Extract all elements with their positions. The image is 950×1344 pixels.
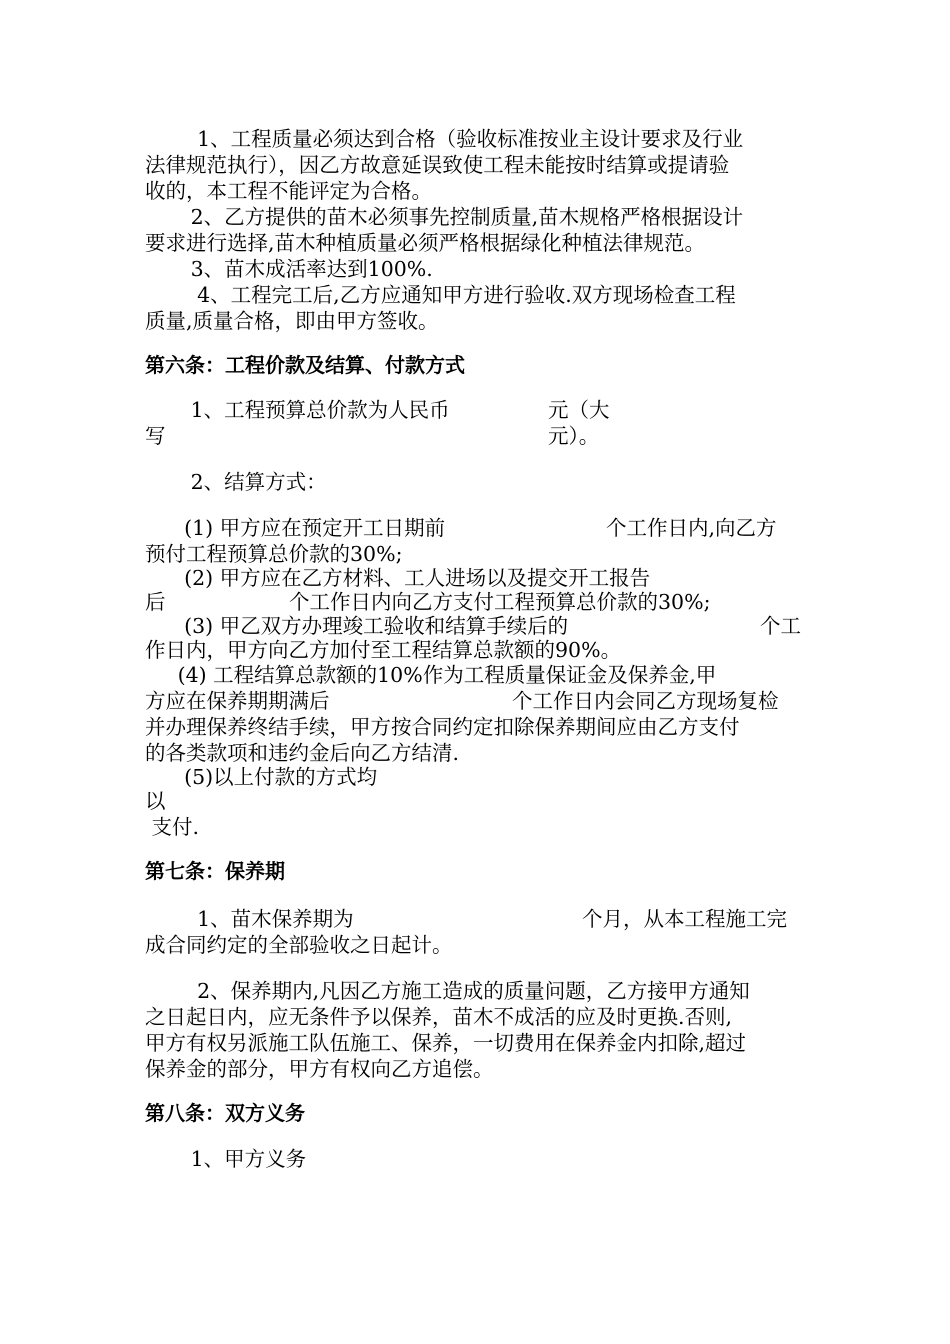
section-heading-8: 第八条：双方义务	[145, 1101, 305, 1125]
text-line: 1、甲方义务	[145, 1147, 307, 1171]
text-line: 个工	[760, 614, 801, 638]
text-line: 预付工程预算总价款的30%;	[145, 542, 403, 566]
text-line: 1、苗木保养期为	[145, 907, 354, 931]
text-line: 的各类款项和违约金后向乙方结清.	[145, 741, 460, 765]
text-line: 以	[145, 789, 166, 813]
section-heading-6: 第六条：工程价款及结算、付款方式	[145, 353, 465, 377]
text-line: 个工作日内向乙方支付工程预算总价款的30%;	[289, 590, 711, 614]
text-line: 后	[145, 590, 166, 614]
text-line: 成合同约定的全部验收之日起计。	[145, 933, 453, 957]
text-line: 保养金的部分，甲方有权向乙方追偿。	[145, 1057, 494, 1081]
text-line: 2、保养期内,凡因乙方施工造成的质量问题，乙方接甲方通知	[145, 979, 750, 1003]
text-line: 要求进行选择,苗木种植质量必须严格根据绿化种植法律规范。	[145, 231, 706, 255]
text-line: 写	[145, 424, 166, 448]
text-line: 方应在保养期期满后	[145, 689, 330, 713]
text-line: (3) 甲乙双方办理竣工验收和结算手续后的	[145, 614, 569, 638]
text-line: 元）。	[548, 424, 600, 448]
text-line: 并办理保养终结手续，甲方按合同约定扣除保养期间应由乙方支付	[145, 715, 740, 739]
text-line: (2) 甲方应在乙方材料、工人进场以及提交开工报告	[145, 566, 651, 590]
text-line: 4、工程完工后,乙方应通知甲方进行验收.双方现场检查工程	[145, 283, 736, 307]
text-line: 2、结算方式：	[145, 470, 327, 494]
text-line: 支付.	[145, 815, 200, 839]
text-line: 个月，从本工程施工完	[582, 907, 787, 931]
text-line: 质量,质量合格，即由甲方签收。	[145, 309, 439, 333]
text-line: 收的，本工程不能评定为合格。	[145, 179, 432, 203]
text-line: 法律规范执行），因乙方故意延误致使工程未能按时结算或提请验	[145, 153, 730, 177]
text-line: 3、苗木成活率达到100%.	[145, 257, 433, 281]
text-line: (1) 甲方应在预定开工日期前	[145, 516, 446, 540]
text-line: 甲方有权另派施工队伍施工、保养，一切费用在保养金内扣除,超过	[145, 1031, 747, 1055]
text-line: 作日内，甲方向乙方加付至工程结算总款额的90%。	[145, 638, 622, 662]
text-line: 2、乙方提供的苗木必须事先控制质量,苗木规格严格根据设计	[145, 205, 744, 229]
text-line: 1、工程质量必须达到合格（验收标准按业主设计要求及行业	[145, 127, 744, 151]
text-line: (4) 工程结算总款额的10%作为工程质量保证金及保养金,甲	[145, 663, 717, 687]
text-line: 个工作日内会同乙方现场复检	[512, 689, 779, 713]
section-heading-7: 第七条：保养期	[145, 859, 285, 883]
text-line: 个工作日内,向乙方	[606, 516, 777, 540]
text-line: 之日起日内，应无条件予以保养，苗木不成活的应及时更换.否则,	[145, 1005, 733, 1029]
text-line: (5)以上付款的方式均	[145, 765, 378, 789]
text-line: 1、工程预算总价款为人民币	[145, 398, 450, 422]
text-line: 元（大	[548, 398, 610, 422]
